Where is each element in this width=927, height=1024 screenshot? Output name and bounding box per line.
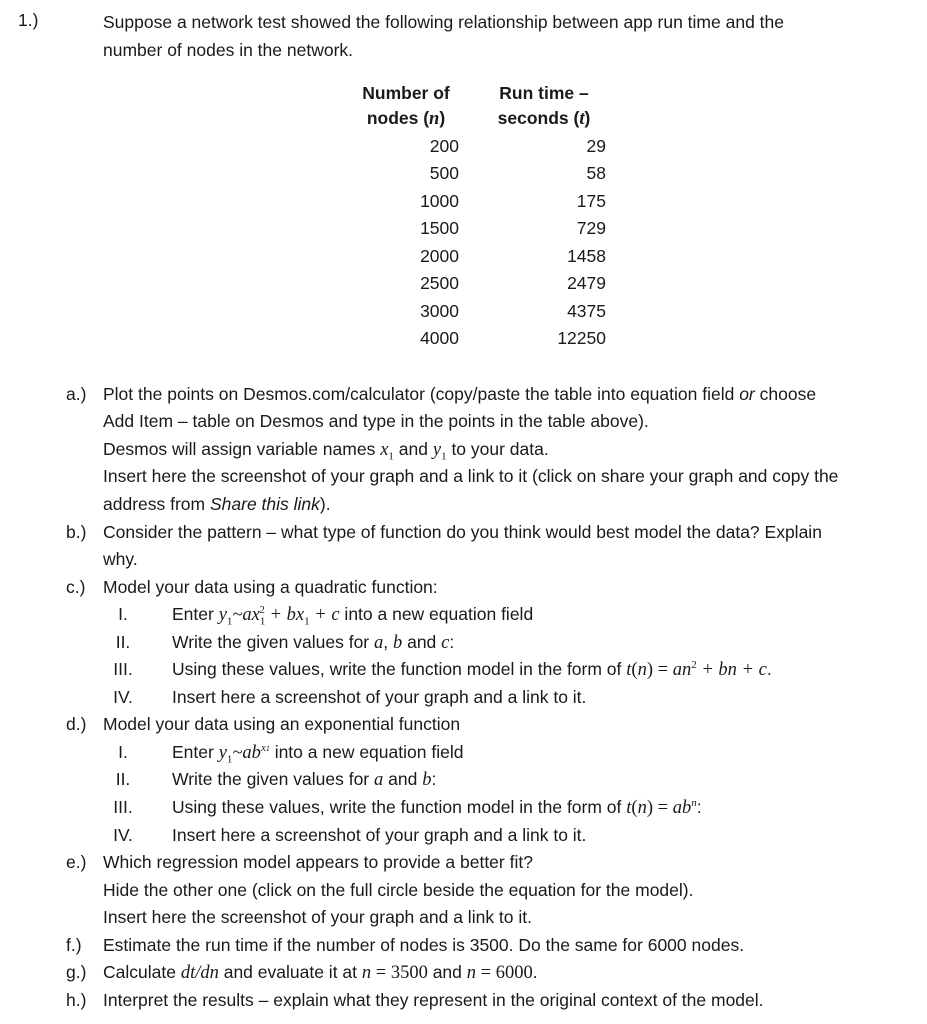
question-b: b.) Consider the pattern – what type of function do you think would best model the data? Explain — [66, 522, 822, 542]
table-cell-runtime: 2479 — [567, 273, 606, 293]
table-cell-nodes: 1000 — [420, 191, 459, 211]
table-header-runtime: Run time – seconds (t) — [497, 83, 591, 129]
table-cell-runtime: 1458 — [567, 246, 606, 266]
table-header-nodes: Number of nodes (n) — [362, 83, 450, 129]
question-c-item-3: III. Using these values, write the function model in the form of $t(n) = an^2$ + bn + c. — [113, 658, 772, 680]
question-d: d.) Model your data using an exponential function — [66, 714, 461, 734]
table-cell-runtime: 12250 — [557, 328, 606, 348]
question-c-item-1: I. Enter $y_1\sim ax_1^2 + bx_1 + c$ into a new equation field — [118, 603, 534, 628]
question-a-line-2: Add Item – table on Desmos and type in the points in the table above). — [103, 411, 649, 431]
table-cell-nodes: 2500 — [420, 273, 459, 293]
question-letter: e.) — [66, 852, 87, 872]
table-cell-runtime: 58 — [586, 163, 606, 183]
question-e-line-2: Hide the other one (click on the full circle beside the equation for the model). — [103, 880, 694, 900]
question-h: h.) Interpret the results – explain what they represent in the original context of the model. — [66, 990, 764, 1010]
question-c: c.) Model your data using a quadratic function: — [66, 577, 438, 597]
question-d-item-4: IV. Insert here a screenshot of your graph and a link to it. — [113, 825, 587, 845]
question-d-item-1: I. Enter $y_1\sim ab^{x1}$ into a new equation field — [118, 741, 464, 766]
question-f: f.) Estimate the run time if the number of nodes is 3500. Do the same for 6000 nodes. — [66, 935, 745, 955]
question-number: 1.) — [18, 10, 39, 30]
table-cell-nodes: 200 — [429, 136, 459, 156]
table-cell-runtime: 729 — [576, 218, 606, 238]
question-e: e.) Which regression model appears to provide a better fit? — [66, 852, 533, 872]
table-cell-nodes: 3000 — [420, 301, 459, 321]
question-letter: f.) — [66, 935, 82, 955]
question-letter: b.) — [66, 522, 87, 542]
question-letter: a.) — [66, 384, 87, 404]
question-d-item-2: II. Write the given values for a and b: — [115, 769, 437, 790]
question-g: g.) Calculate dt/dn and evaluate it at n = 3500 and n = 6000. — [66, 962, 538, 983]
table-cell-nodes: 1500 — [420, 218, 459, 238]
question-letter: g.) — [66, 962, 87, 982]
question-c-item-2: II. Write the given values for a, b and c: — [115, 632, 455, 653]
table-cell-runtime: 175 — [576, 191, 606, 211]
question-d-item-3: III. Using these values, write the function model in the form of $t(n) = ab^n$: — [113, 796, 702, 818]
table-cell-nodes: 4000 — [420, 328, 459, 348]
question-c-item-4: IV. Insert here a screenshot of your graph and a link to it. — [113, 687, 587, 707]
intro-line-2: number of nodes in the network. — [103, 40, 354, 60]
table-cell-runtime: 29 — [586, 136, 606, 156]
table-cell-runtime: 4375 — [567, 301, 606, 321]
question-letter: h.) — [66, 990, 87, 1010]
question-e-line-3: Insert here the screenshot of your graph and a link to it. — [103, 907, 532, 927]
question-a: a.) Plot the points on Desmos.com/calculator (copy/paste the table into equation field or choose — [66, 384, 817, 404]
question-letter: c.) — [66, 577, 86, 597]
question-a-line-4: Insert here the screenshot of your graph and a link to it (click on share your graph and copy the — [103, 466, 839, 486]
intro-line-1: Suppose a network test showed the following relationship between app run time and the — [103, 12, 784, 32]
table-cell-nodes: 2000 — [420, 246, 459, 266]
question-a-line-3: Desmos will assign variable names $x_1$ and $y_1$ to your data. — [103, 439, 549, 463]
question-letter: d.) — [66, 714, 87, 734]
question-b-line-2: why. — [103, 549, 138, 569]
question-a-line-5: address from Share this link). — [103, 494, 331, 514]
intro-paragraph — [103, 8, 784, 64]
table-cell-nodes: 500 — [429, 163, 459, 183]
